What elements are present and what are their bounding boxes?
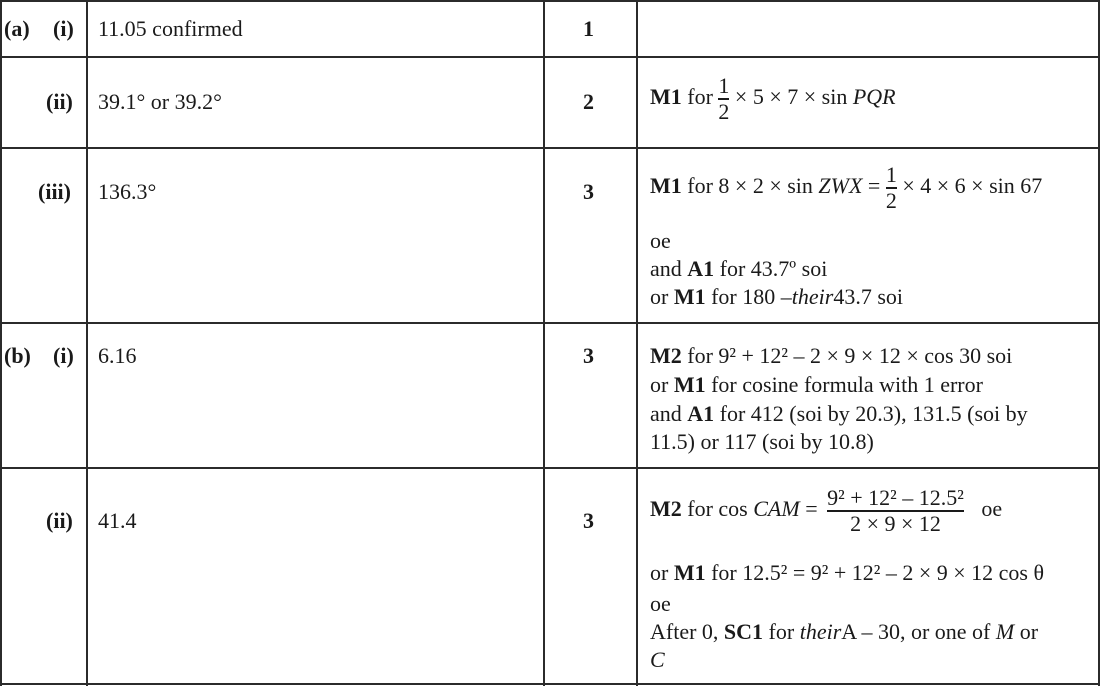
fraction-numerator: 1 (885, 162, 897, 187)
part-label: (a) (4, 16, 30, 41)
guidance-text: for 43.7º soi (719, 256, 828, 281)
equals-sign: = (867, 172, 881, 198)
guidance-expression: × 5 × 7 × sin (734, 83, 848, 109)
answer-text: 41.4 (98, 508, 137, 533)
guidance-expression: cos (718, 495, 748, 521)
column-divider (86, 0, 88, 686)
guidance-line (650, 428, 874, 456)
guidance-text: or (1019, 619, 1039, 644)
subpart-label: (i) (53, 16, 74, 41)
guidance-italic: M (995, 619, 1015, 644)
row-divider (0, 0, 1100, 2)
guidance-word: for (687, 343, 713, 368)
guidance-text: oe (650, 591, 671, 616)
row-divider (0, 147, 1100, 149)
row-divider (0, 56, 1100, 58)
guidance-word: or (650, 560, 669, 585)
answer-text: 136.3° (98, 179, 157, 204)
angle-variable: PQR (852, 83, 896, 109)
guidance-line (650, 255, 827, 283)
marks-value: 2 (583, 89, 594, 114)
answer-text: 39.1° or 39.2° (98, 89, 222, 114)
angle-variable: CAM (753, 495, 800, 521)
guidance-word: for (687, 172, 713, 198)
fraction-numerator: 1 (718, 73, 730, 98)
mark-code: M1 (650, 172, 682, 198)
guidance-italic: their (799, 619, 842, 644)
guidance-text: oe (650, 228, 671, 253)
guidance-word: and (650, 401, 682, 426)
guidance-line (650, 559, 1044, 587)
guidance-text: for cosine formula with 1 error (711, 372, 983, 397)
guidance-text: for 412 (soi by 20.3), 131.5 (soi by (719, 401, 1028, 426)
guidance-line (650, 400, 1028, 428)
fraction (823, 486, 968, 536)
guidance-expression: 8 × 2 × sin (718, 172, 813, 198)
column-divider (543, 0, 545, 686)
fraction-denominator: 2 (885, 187, 897, 213)
fraction-denominator: 2 × 9 × 12 (850, 510, 941, 536)
mark-code: SC1 (723, 619, 764, 644)
mark-code: M1 (673, 284, 706, 309)
part-label: (b) (4, 343, 31, 368)
guidance-line (650, 227, 671, 255)
guidance-line (650, 486, 1002, 536)
guidance-line (650, 74, 896, 124)
guidance-line (650, 163, 1042, 213)
mark-code: M1 (673, 560, 706, 585)
row-divider (0, 322, 1100, 324)
fraction (886, 163, 897, 213)
guidance-text: oe (981, 495, 1003, 521)
guidance-word: After 0, (650, 619, 719, 644)
guidance-line (650, 283, 903, 311)
guidance-line (650, 618, 1038, 646)
guidance-italic: C (650, 647, 665, 672)
row-divider (0, 467, 1100, 469)
fraction-denominator: 2 (718, 98, 730, 124)
guidance-text: for (768, 619, 795, 644)
row-divider (0, 683, 1100, 685)
marks-value: 3 (583, 179, 594, 204)
guidance-expression: × 4 × 6 × sin 67 (902, 172, 1043, 198)
guidance-word: or (650, 284, 669, 309)
subpart-label: (iii) (38, 179, 71, 204)
guidance-word: for (687, 83, 713, 109)
guidance-line (650, 590, 671, 618)
guidance-line (650, 342, 1012, 370)
marks-value: 3 (583, 508, 594, 533)
marks-value: 1 (583, 16, 594, 41)
subpart-label: (ii) (46, 89, 73, 114)
mark-code: M2 (650, 343, 682, 368)
mark-code: M2 (650, 495, 682, 521)
guidance-word: and (650, 256, 682, 281)
answer-text: 6.16 (98, 343, 137, 368)
marks-value: 3 (583, 343, 594, 368)
guidance-text: A – 30, or one of (841, 619, 991, 644)
fraction (718, 74, 729, 124)
column-divider (0, 0, 2, 686)
guidance-text: for 180 – (711, 284, 792, 309)
answer-text: 11.05 confirmed (98, 16, 243, 41)
mark-code: M1 (673, 372, 706, 397)
guidance-text: for 12.5² = 9² + 12² – 2 × 9 × 12 cos θ (711, 560, 1045, 585)
mark-code: A1 (687, 256, 715, 281)
equals-sign: = (805, 495, 818, 521)
guidance-expression: 9² + 12² – 2 × 9 × 12 × cos 30 soi (718, 343, 1013, 368)
guidance-italic: their (791, 284, 834, 309)
subpart-label: (ii) (46, 508, 73, 533)
guidance-line (650, 646, 665, 674)
guidance-word: or (650, 372, 669, 397)
mark-code: A1 (687, 401, 715, 426)
guidance-line (650, 371, 983, 399)
subpart-label: (i) (53, 343, 74, 368)
fraction-numerator: 9² + 12² – 12.5² (827, 485, 964, 510)
column-divider (636, 0, 638, 686)
mark-code: M1 (650, 83, 682, 109)
angle-variable: ZWX (818, 172, 863, 198)
guidance-text: 43.7 soi (833, 284, 903, 309)
guidance-text: 11.5) or 117 (soi by 10.8) (650, 429, 874, 454)
guidance-word: for (687, 495, 713, 521)
